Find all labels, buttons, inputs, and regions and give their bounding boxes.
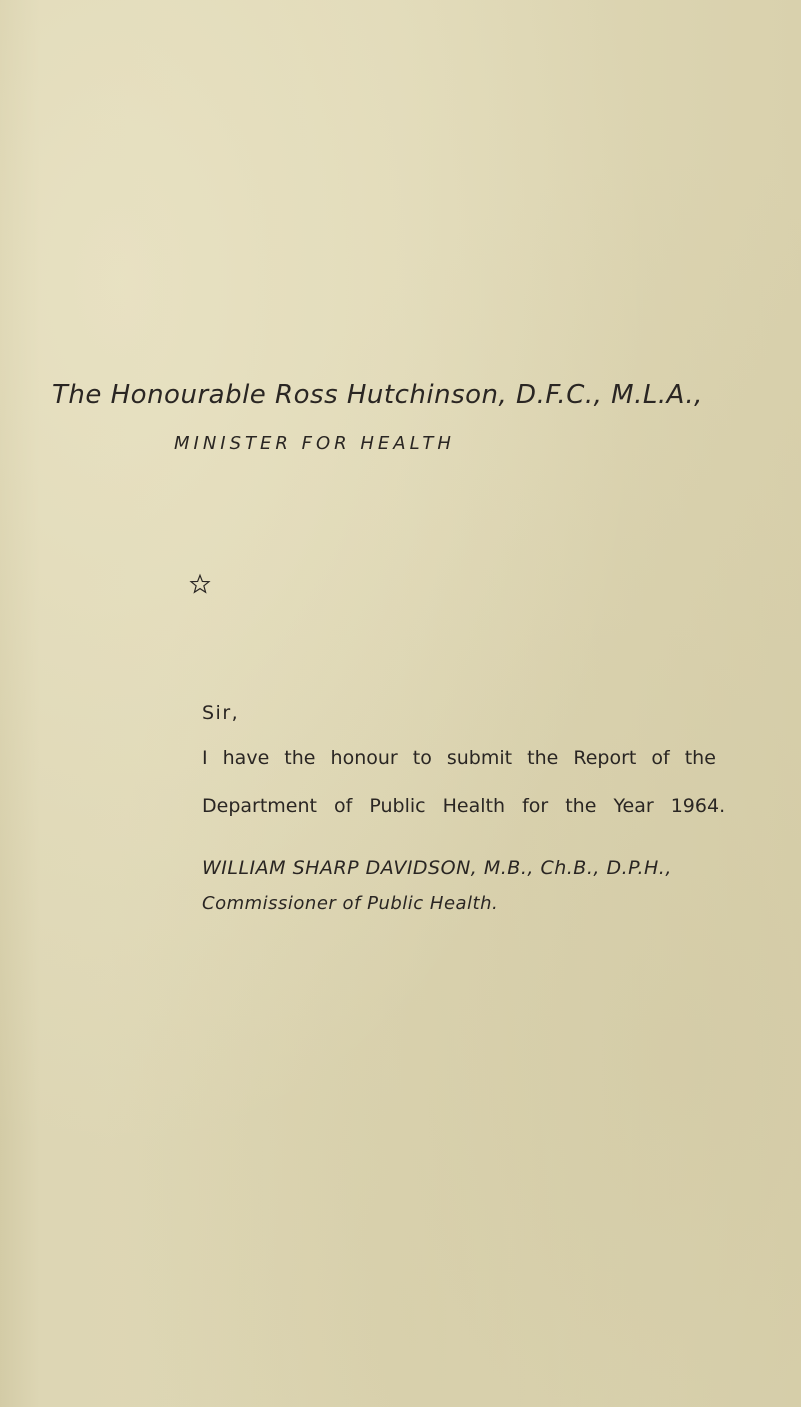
signatory-title: Commissioner of Public Health. (202, 893, 499, 914)
letter-body-line-1: I have the honour to submit the Report of the (202, 747, 716, 769)
addressee-title: MINISTER FOR HEALTH (174, 433, 455, 454)
salutation: Sir, (202, 702, 240, 724)
addressee-name: The Honourable Ross Hutchinson, D.F.C., M.L.A., (52, 380, 703, 410)
letter-body-line-2: Department of Public Health for the Year 1964. (202, 795, 726, 817)
star-outline-icon (189, 573, 211, 595)
signatory-name: WILLIAM SHARP DAVIDSON, M.B., Ch.B., D.P.H., (202, 857, 672, 879)
